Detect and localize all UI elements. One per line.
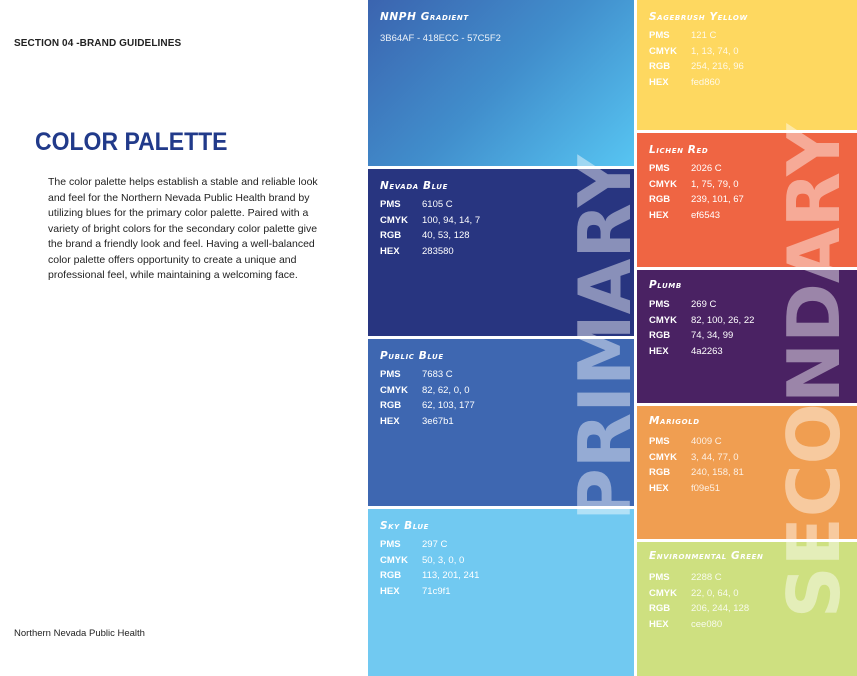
pms-value: 4009 C — [691, 436, 722, 448]
cmyk-value: 82, 62, 0, 0 — [422, 384, 470, 396]
swatch-name: NNPH Gradient — [380, 11, 469, 23]
cmyk-label: CMYK — [649, 451, 677, 463]
cmyk-label: CMYK — [649, 45, 677, 57]
pms-label: PMS — [380, 369, 401, 381]
hex-value: 4a2263 — [691, 345, 723, 357]
cmyk-label: CMYK — [649, 178, 677, 190]
rgb-value: 239, 101, 67 — [691, 194, 744, 206]
swatch-plumb — [637, 270, 857, 403]
hex-value: fed860 — [691, 76, 721, 88]
rgb-value: 206, 244, 128 — [691, 603, 750, 615]
rgb-label: RGB — [649, 61, 671, 73]
cmyk-value: 22, 0, 64, 0 — [691, 587, 739, 599]
cmyk-label: CMYK — [380, 214, 408, 226]
swatch-name: Nevada Blue — [380, 180, 448, 192]
rgb-value: 74, 34, 99 — [691, 330, 734, 342]
primary-watermark: PRIMARY — [563, 155, 647, 522]
hex-label: HEX — [649, 209, 669, 221]
cmyk-label: CMYK — [649, 314, 677, 326]
hex-value: 283580 — [422, 245, 454, 257]
swatch-name: Lichen Red — [649, 144, 709, 156]
swatch-name: Public Blue — [380, 350, 444, 362]
pms-label: PMS — [649, 163, 670, 175]
rgb-label: RGB — [649, 194, 671, 206]
page-title: COLOR PALETTE — [35, 128, 228, 156]
cmyk-value: 100, 94, 14, 7 — [422, 214, 481, 226]
pms-value: 121 C — [691, 30, 717, 42]
hex-label: HEX — [380, 415, 400, 427]
swatch-name: Environmental Green — [649, 550, 764, 562]
hex-label: HEX — [649, 618, 669, 630]
rgb-label: RGB — [380, 570, 402, 582]
pms-value: 6105 C — [422, 199, 453, 211]
swatch-name: Plumb — [649, 279, 682, 291]
swatch-name: Sky Blue — [380, 520, 430, 532]
swatch-nevada-blue — [368, 169, 634, 336]
pms-value: 2288 C — [691, 572, 722, 584]
cmyk-label: CMYK — [380, 554, 408, 566]
pms-label: PMS — [380, 539, 401, 551]
pms-label: PMS — [649, 436, 670, 448]
pms-value: 297 C — [422, 539, 448, 551]
hex-label: HEX — [649, 482, 669, 494]
pms-label: PMS — [649, 299, 670, 311]
hex-value: 71c9f1 — [422, 585, 451, 597]
swatch-name: Sagebrush Yellow — [649, 11, 748, 23]
gradient-hex-list: 3B64AF - 418ECC - 57C5F2 — [380, 33, 501, 44]
hex-value: ef6543 — [691, 209, 721, 221]
swatch-nnph-gradient — [368, 0, 634, 166]
hex-value: f09e51 — [691, 482, 721, 494]
swatch-public-blue — [368, 339, 634, 506]
footer-org-name: Northern Nevada Public Health — [14, 628, 145, 639]
cmyk-value: 50, 3, 0, 0 — [422, 554, 465, 566]
pms-label: PMS — [380, 199, 401, 211]
hex-value: cee080 — [691, 618, 723, 630]
cmyk-value: 1, 13, 74, 0 — [691, 45, 739, 57]
pms-value: 7683 C — [422, 369, 453, 381]
rgb-value: 40, 53, 128 — [422, 230, 470, 242]
swatch-sky-blue — [368, 509, 634, 676]
hex-label: HEX — [649, 345, 669, 357]
pms-value: 269 C — [691, 299, 717, 311]
pms-label: PMS — [649, 30, 670, 42]
swatch-environmental-green — [637, 542, 857, 676]
rgb-label: RGB — [649, 603, 671, 615]
rgb-label: RGB — [649, 330, 671, 342]
swatch-sagebrush-yellow — [637, 0, 857, 130]
cmyk-value: 1, 75, 79, 0 — [691, 178, 739, 190]
cmyk-label: CMYK — [380, 384, 408, 396]
hex-label: HEX — [649, 76, 669, 88]
swatch-lichen-red — [637, 133, 857, 267]
intro-paragraph: The color palette helps establish a stable and reliable look and feel for the Northern Nevada Public Health brand by utilizing blues for the primary color palette. Paired with a variety of bright colors for the secondary color palette give the brand a friendly look and feel. Having a well-balanced color palette offers opportunity to create a unique and professional feel, while maintaining a welcoming face. — [48, 176, 318, 281]
rgb-value: 62, 103, 177 — [422, 400, 475, 412]
swatch-name: Marigold — [649, 415, 700, 427]
pms-label: PMS — [649, 572, 670, 584]
rgb-label: RGB — [649, 467, 671, 479]
cmyk-value: 3, 44, 77, 0 — [691, 451, 739, 463]
cmyk-value: 82, 100, 26, 22 — [691, 314, 755, 326]
cmyk-label: CMYK — [649, 587, 677, 599]
rgb-label: RGB — [380, 400, 402, 412]
hex-value: 3e67b1 — [422, 415, 454, 427]
secondary-watermark: SECONDARY — [772, 123, 856, 619]
rgb-value: 240, 158, 81 — [691, 467, 744, 479]
swatch-marigold — [637, 406, 857, 539]
section-label: SECTION 04 -BRAND GUIDELINES — [14, 38, 182, 49]
rgb-value: 254, 216, 96 — [691, 61, 744, 73]
rgb-label: RGB — [380, 230, 402, 242]
rgb-value: 113, 201, 241 — [422, 570, 480, 582]
hex-label: HEX — [380, 585, 400, 597]
pms-value: 2026 C — [691, 163, 722, 175]
hex-label: HEX — [380, 245, 400, 257]
